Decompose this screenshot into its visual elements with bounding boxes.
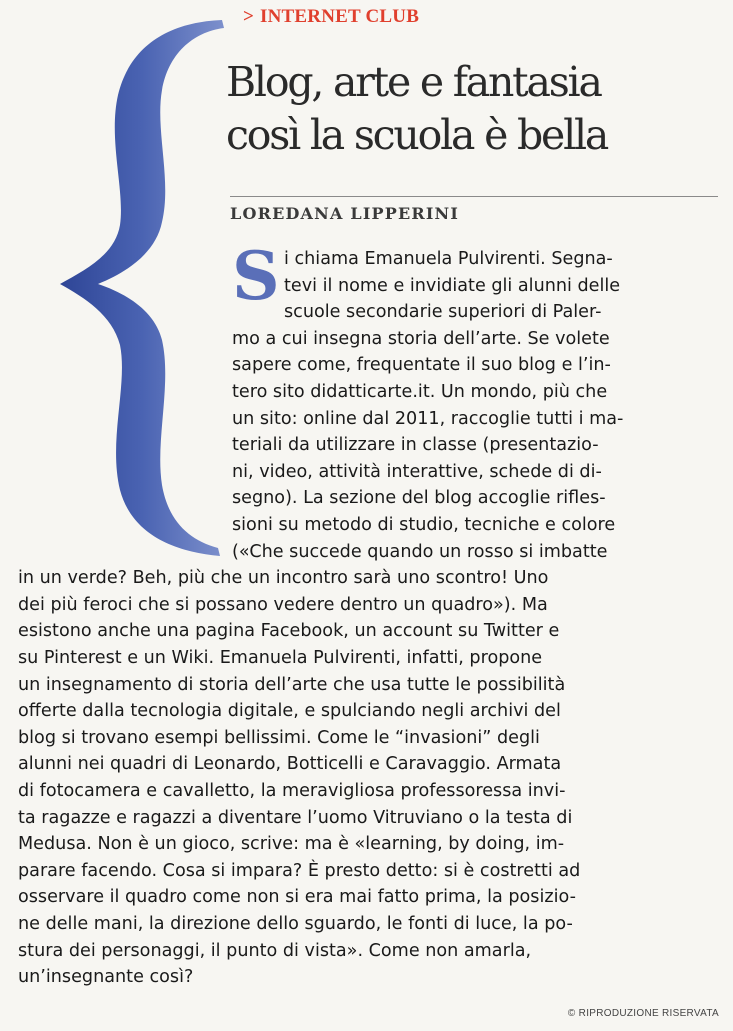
body-line: i chiama Emanuela Pulvirenti. Segna-	[284, 249, 613, 269]
headline	[226, 56, 726, 162]
body-line: Medusa. Non è un gioco, scrive: ma è «learning, by doing, im-	[18, 834, 565, 855]
body-line: ta ragazze e ragazzi a diventare l’uomo Vitruviano o la testa di	[18, 807, 573, 828]
body-line: tevi il nome e invidiate gli alunni delle	[284, 275, 621, 296]
body-line: un sito: online dal 2011, raccoglie tutti i ma-	[232, 408, 624, 429]
body-line: sapere come, frequentate il suo blog e l’in-	[232, 355, 611, 376]
body-line: in un verde? Beh, più che un incontro sarà uno scontro! Uno	[18, 568, 549, 589]
body-line: esistono anche una pagina Facebook, un account su Twitter e	[18, 621, 560, 642]
section-arrow: >	[243, 6, 255, 27]
body-line: osservare il quadro come non si era mai fatto prima, la posizio-	[18, 887, 576, 908]
section-tag	[243, 6, 419, 28]
body-line: segno). La sezione del blog accoglie rifles-	[232, 488, 606, 509]
body-line: un insegnamento di storia dell’arte che usa tutte le possibilità	[18, 674, 566, 695]
body-line: offerte dalla tecnologia digitale, e spulciando negli archivi del	[18, 701, 561, 722]
body-line: alunni nei quadri di Leonardo, Botticelli e Caravaggio. Armata	[18, 754, 562, 775]
decorative-brace	[0, 0, 240, 570]
body-line: ni, video, attività interattive, schede di di-	[232, 461, 602, 482]
body-line: ne delle mani, la direzione dello sguardo, le fonti di luce, la po-	[18, 914, 573, 934]
body-line: scuole secondarie superiori di Paler-	[284, 302, 602, 323]
body-line: parare facendo. Cosa si impara? È presto detto: si è costretti ad	[18, 860, 581, 881]
divider-rule	[230, 196, 718, 197]
body-line: di fotocamera e cavalletto, la meravigliosa professoressa invi-	[18, 781, 566, 801]
body-line: stura dei personaggi, il punto di vista». Come non amarla,	[18, 940, 532, 961]
body-line: teriali da utilizzare in classe (presentazio-	[232, 435, 599, 456]
body-line: mo a cui insegna storia dell’arte. Se volete	[232, 328, 610, 349]
body-line: sioni su metodo di studio, tecniche e colore	[232, 515, 616, 535]
body-line: («Che succede quando un rosso si imbatte	[232, 541, 608, 562]
body-line: tero sito didatticarte.it. Un mondo, più che	[232, 382, 608, 402]
body-line: dei più feroci che si possano vedere dentro un quadro»). Ma	[18, 594, 548, 615]
body-line: su Pinterest e un Wiki. Emanuela Pulvirenti, infatti, propone	[18, 648, 543, 668]
section-label: INTERNET CLUB	[260, 6, 420, 27]
body-line: un’insegnante così?	[18, 967, 194, 988]
headline-line-1: Blog, arte e fantasia	[226, 58, 601, 106]
byline: LOREDANA LIPPERINI	[230, 204, 460, 223]
headline-line-2: così la scuola è bella	[226, 111, 608, 159]
copyright-notice: © RIPRODUZIONE RISERVATA	[567, 1008, 719, 1019]
body-line: blog si trovano esempi bellissimi. Come le “invasioni” degli	[18, 727, 540, 748]
drop-cap: S	[232, 237, 280, 315]
